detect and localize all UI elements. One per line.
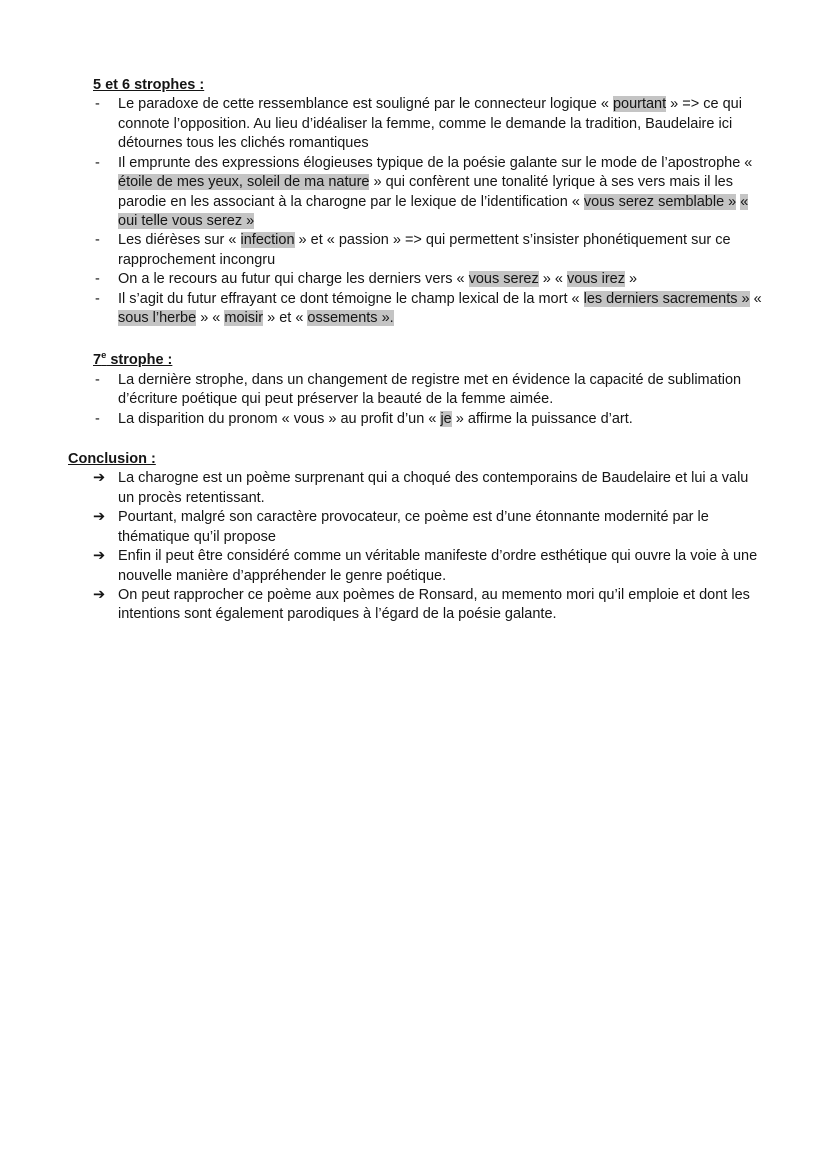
item-text	[118, 371, 762, 410]
list-item	[93, 508, 762, 547]
text-segment: » qui confèrent une tonalité lyrique à ses vers mais il les parodie en les associant à la charogne par le lexique de l’identification «	[118, 174, 733, 210]
text-segment: Il emprunte des expressions élogieuses typique de la poésie galante sur le mode de l’apostrophe «	[118, 154, 753, 171]
section-strophes-5-6	[93, 76, 762, 328]
list-item	[95, 154, 762, 232]
text-segment: «	[749, 290, 762, 307]
text-segment: Pourtant, malgré son caractère provocateur, ce poème est d’une étonnante modernité par le thématique qu’il propose	[118, 509, 709, 545]
highlighted-text: pourtant	[612, 96, 667, 113]
dash-bullet-icon: -	[95, 290, 100, 307]
highlighted-text: moisir	[224, 310, 264, 327]
text-segment: »	[624, 271, 638, 288]
item-text	[118, 586, 762, 625]
highlighted-text: vous serez semblable »	[583, 193, 737, 210]
arrow-bullet-icon: ➔	[93, 509, 106, 526]
text-segment: » et «	[263, 310, 308, 327]
text-segment: Enfin il peut être considéré comme un véritable manifeste d’ordre esthétique qui ouvre la voie à une nouvelle manière d’appréhender le genre poétique.	[118, 548, 758, 584]
list-item	[95, 95, 762, 153]
text-segment: » => ce qui connote l’opposition. Au lieu d’idéaliser la femme, comme le demande la tradition, Baudelaire ici détournes tous les clichés romantiques	[118, 96, 742, 152]
list-item	[95, 231, 762, 270]
text-segment: On a le recours au futur qui charge les derniers vers «	[118, 271, 469, 288]
arrow-bullet-icon: ➔	[93, 586, 106, 603]
item-text	[118, 290, 762, 329]
item-text	[118, 469, 762, 508]
list-item	[93, 547, 762, 586]
section-heading-conclusion	[68, 450, 762, 469]
item-text	[118, 231, 762, 270]
item-text	[118, 410, 762, 429]
heading-text: 7	[93, 352, 102, 369]
dash-bullet-icon: -	[95, 154, 100, 171]
text-segment: Il s’agit du futur effrayant ce dont témoigne le champ lexical de la mort «	[118, 290, 584, 307]
item-text	[118, 95, 762, 153]
text-segment: On peut rapprocher ce poème aux poèmes de Ronsard, au memento mori qu’il emploie et dont les intentions sont également parodiques à l’égard de la poésie galante.	[118, 586, 750, 623]
section-strophe-7	[93, 349, 762, 429]
text-segment: Le paradoxe de cette ressemblance est souligné par le connecteur logique «	[118, 96, 613, 113]
highlighted-text: sous l’herbe	[118, 310, 197, 327]
dash-bullet-icon: -	[95, 232, 100, 249]
bullet-list	[93, 469, 762, 624]
text-segment: La charogne est un poème surprenant qui a choqué des contemporains de Baudelaire et lui a valu un procès retentissant.	[118, 470, 749, 506]
heading-text: strophe :	[106, 352, 173, 369]
list-item	[95, 290, 762, 329]
heading-text: 5 et 6 strophes :	[93, 77, 205, 93]
highlighted-text: je	[440, 410, 452, 427]
highlighted-text: « oui telle vous serez »	[118, 193, 749, 229]
arrow-bullet-icon: ➔	[93, 548, 106, 565]
document-content	[68, 76, 762, 625]
item-text	[118, 508, 762, 547]
section-heading-strophe-7	[93, 349, 762, 370]
highlighted-text: étoile de mes yeux, soleil de ma nature	[118, 174, 370, 191]
text-segment: » «	[196, 310, 225, 327]
text-segment: » affirme la puissance d’art.	[451, 410, 633, 427]
text-segment: » et « passion » => qui permettent s’insister phonétiquement sur ce rapprochement incongru	[118, 232, 731, 268]
text-segment: » «	[538, 271, 567, 288]
highlighted-text: infection	[240, 232, 295, 249]
heading-superscript: e	[101, 349, 107, 361]
dash-bullet-icon: -	[95, 96, 100, 113]
bullet-list	[95, 371, 762, 429]
item-text	[118, 547, 762, 586]
list-item	[93, 586, 762, 625]
section-heading-strophes-5-6	[93, 76, 762, 95]
highlighted-text: vous serez	[468, 271, 539, 288]
list-item	[93, 469, 762, 508]
list-item	[95, 410, 762, 429]
text-segment: La disparition du pronom « vous » au profit d’un «	[118, 410, 441, 427]
dash-bullet-icon: -	[95, 371, 100, 388]
arrow-bullet-icon: ➔	[93, 470, 106, 487]
highlighted-text: les derniers sacrements »	[583, 290, 750, 307]
section-conclusion	[68, 450, 762, 625]
bullet-list	[95, 95, 762, 328]
list-item	[95, 270, 762, 289]
item-text	[118, 270, 762, 289]
item-text	[118, 154, 762, 232]
text-segment: La dernière strophe, dans un changement de registre met en évidence la capacité de sublimation d’écriture poétique qui peut préserver la beauté de la femme aimée.	[118, 371, 742, 408]
highlighted-text: vous irez	[566, 271, 625, 288]
dash-bullet-icon: -	[95, 410, 100, 427]
text-segment: Les diérèses sur «	[118, 232, 241, 249]
highlighted-text: ossements ».	[307, 310, 394, 327]
heading-text: Conclusion :	[68, 451, 156, 467]
dash-bullet-icon: -	[95, 271, 100, 288]
list-item	[95, 371, 762, 410]
